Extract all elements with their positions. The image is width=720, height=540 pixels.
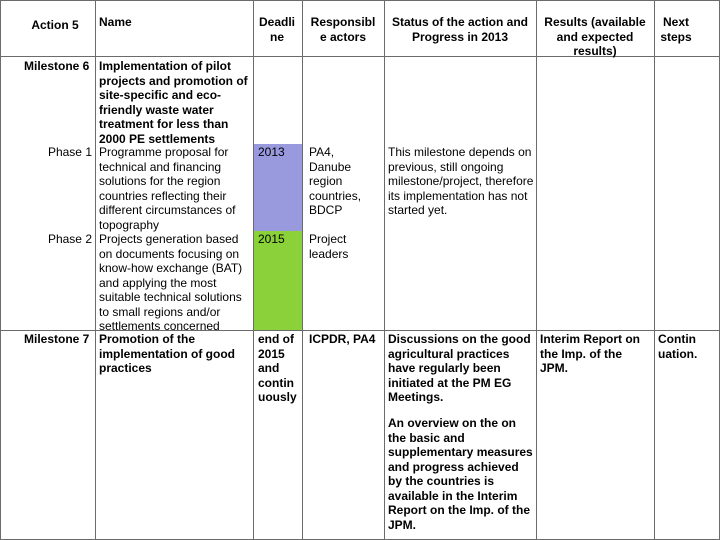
header-next-steps: Next steps <box>660 15 692 44</box>
milestone7-next-steps: Contin uation. <box>658 332 698 361</box>
phase1-name: Programme proposal for technical and financing solutions for the region countries reflecting their different circumstances of topography <box>99 145 236 232</box>
col-divider <box>536 0 537 540</box>
phase1-status: This milestone depends on previous, still ongoing milestone/project, therefore its implementation has not started yet. <box>388 145 534 217</box>
header-responsible: Responsibl e actors <box>310 15 376 44</box>
milestone7-results: Interim Report on the Imp. of the JPM. <box>540 332 641 375</box>
col-divider <box>0 0 1 540</box>
phase1-deadline: 2013 <box>258 145 285 159</box>
milestone6-name: Implementation of pilot projects and promotion of site-specific and eco-friendly waste water treatment for less than 2000 PE settlements <box>99 59 248 146</box>
phase1-label: Phase 1 <box>47 145 92 159</box>
milestone7-status-part1: Discussions on the good agricultural practices have regularly been initiated at the PM EG Meetings. <box>388 332 531 404</box>
header-name: Name <box>99 15 132 29</box>
col-divider <box>302 0 303 540</box>
header-action: Action 5 <box>31 18 79 32</box>
milestone7-deadline: end of 2015 and contin uously <box>258 332 297 404</box>
row-divider <box>0 0 720 1</box>
phase2-responsible: Project leaders <box>309 232 349 261</box>
col-divider <box>253 0 254 540</box>
phase2-label: Phase 2 <box>47 232 92 246</box>
milestone6-label: Milestone 6 <box>24 59 90 73</box>
col-divider <box>654 0 655 540</box>
phase2-name: Projects generation based on documents focusing on know-how exchange (BAT) and applying the most suitable technical solutions to small regions and/or settlements concerned <box>99 232 243 333</box>
col-divider <box>95 0 96 540</box>
header-status: Status of the action and Progress in 2013 <box>391 15 528 44</box>
milestone7-name: Promotion of the implementation of good practices <box>99 332 235 375</box>
milestone7-responsible: ICPDR, PA4 <box>309 332 376 346</box>
milestone7-status-part2: An overview on the on the basic and supplementary measures and progress achieved by the countries is available in the Interim Report on the Imp. of the JPM. <box>388 416 533 532</box>
header-deadline: Deadli ne <box>258 15 295 44</box>
phase1-responsible: PA4, Danube region countries, BDCP <box>309 145 362 217</box>
col-divider <box>384 0 385 540</box>
phase2-deadline: 2015 <box>258 232 285 246</box>
milestone7-label: Milestone 7 <box>24 332 90 346</box>
header-results: Results (available and expected results) <box>544 15 646 58</box>
